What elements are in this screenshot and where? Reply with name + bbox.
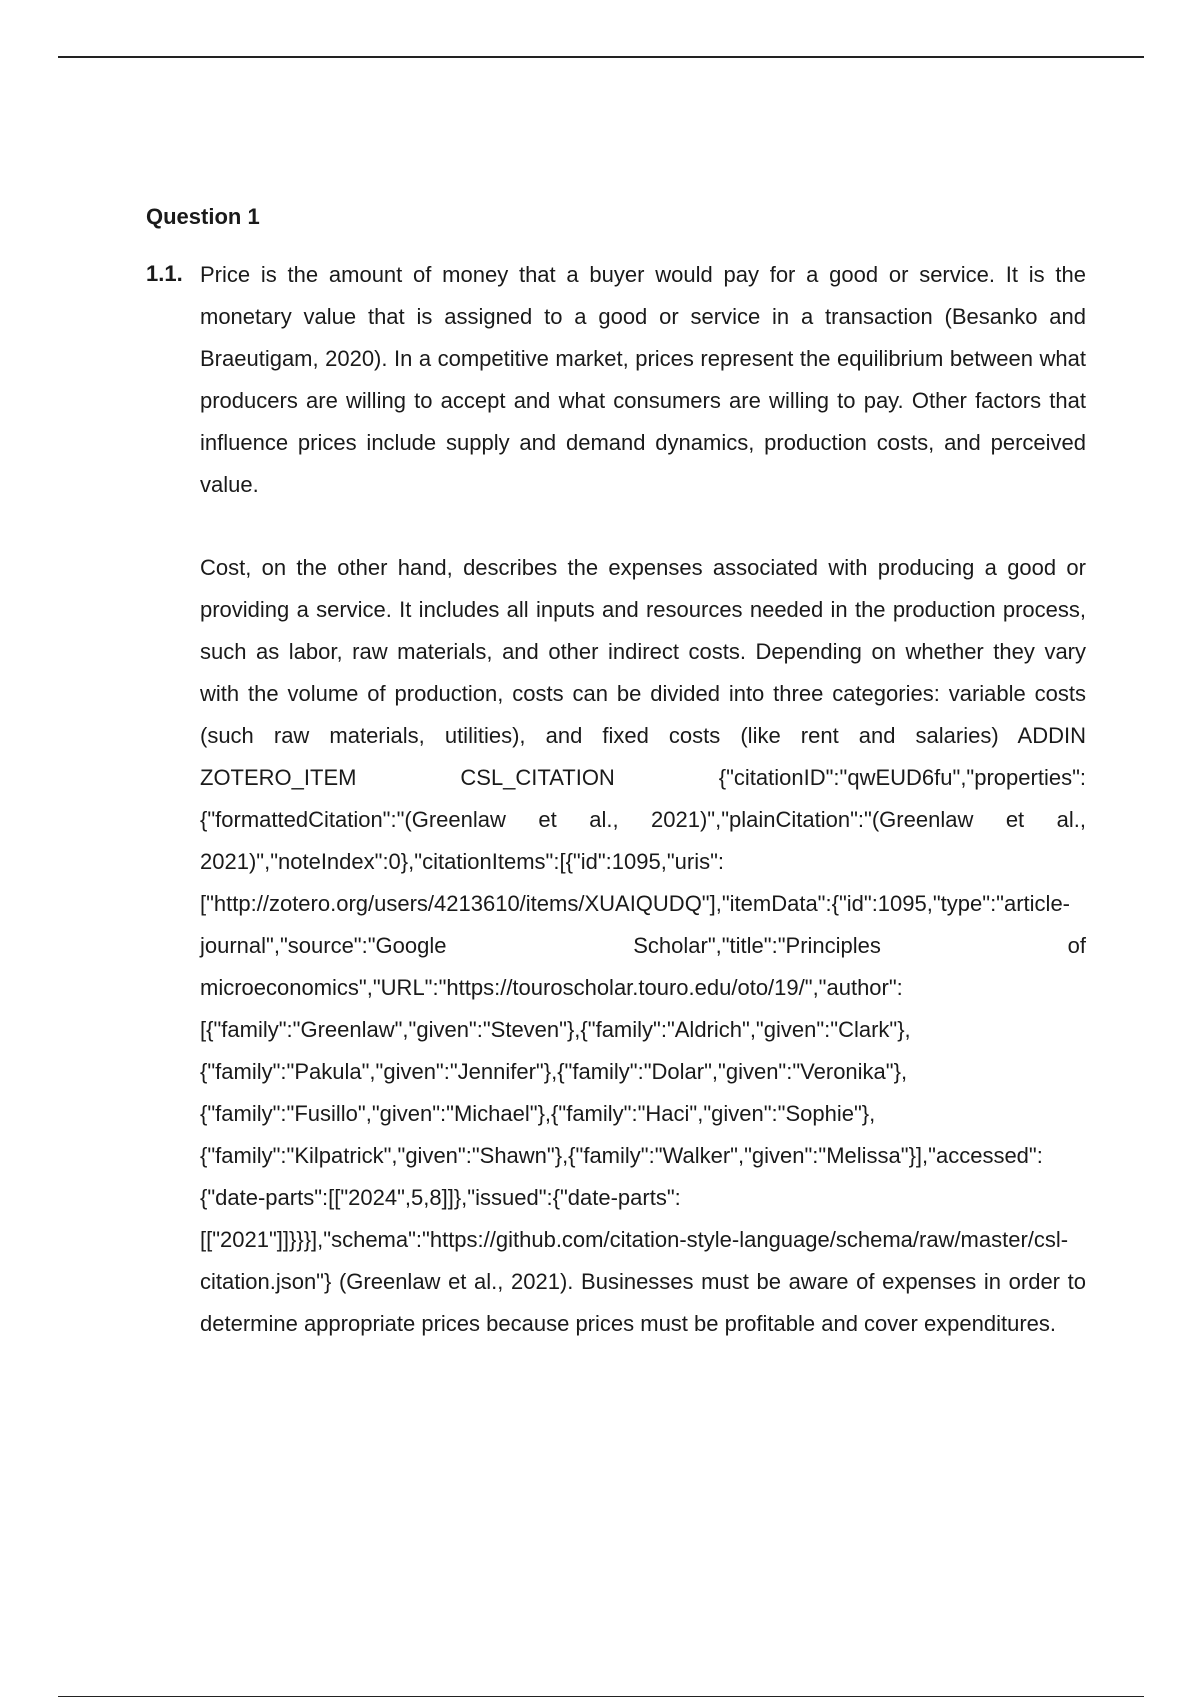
- paragraph-cost: Cost, on the other hand, describes the expenses associated with producing a good or providing a service. It includes all inputs and resources needed in the production process, such as labor, raw materials, and other indirect costs. Depending on whether they vary with the volume of production, costs can be divided into three categories: variable costs (such raw materials, utilities), and fixed costs (like rent and salaries) ADDIN ZOTERO_ITEM CSL_CITATION {"citationID":"qwEUD6fu","properties":{"formattedCitation":"(Greenlaw et al., 2021)","plainCitation":"(Greenlaw et al., 2021)","noteIndex":0},"citationItems":[{"id":1095,"uris":["http://zotero.org/users/4213610/items/XUAIQUDQ"],"itemData":{"id":1095,"type":"article-journal","source":"Google Scholar","title":"Principles of microeconomics","URL":"https://touroscholar.touro.edu/oto/19/","author":[{"family":"Greenlaw","given":"Steven"},{"family":"Aldrich","given":"Clark"},{"family":"Pakula","given":"Jennifer"},{"family":"Dolar","given":"Veronika"},{"family":"Fusillo","given":"Michael"},{"family":"Haci","given":"Sophie"},{"family":"Kilpatrick","given":"Shawn"},{"family":"Walker","given":"Melissa"}],"accessed":{"date-parts":[["2024",5,8]]},"issued":{"date-parts":[["2021"]]}}}],"schema":"https://github.com/citation-style-language/schema/raw/master/csl-citation.json"} (Greenlaw et al., 2021). Businesses must be aware of expenses in order to determine appropriate prices because prices must be profitable and cover expenditures.: [200, 555, 1086, 1336]
- item-number: 1.1.: [146, 261, 183, 286]
- paragraph-price: Price is the amount of money that a buyer would pay for a good or service. It is the monetary value that is assigned to a good or service in a transaction (Besanko and Braeutigam, 2020). In a competitive market, prices represent the equilibrium between what producers are willing to accept and what consumers are willing to pay. Other factors that influence prices include supply and demand dynamics, production costs, and perceived value.: [200, 262, 1086, 497]
- footer-divider: [58, 1696, 1144, 1697]
- question-title: Question 1: [146, 204, 260, 229]
- header-divider: [58, 56, 1144, 58]
